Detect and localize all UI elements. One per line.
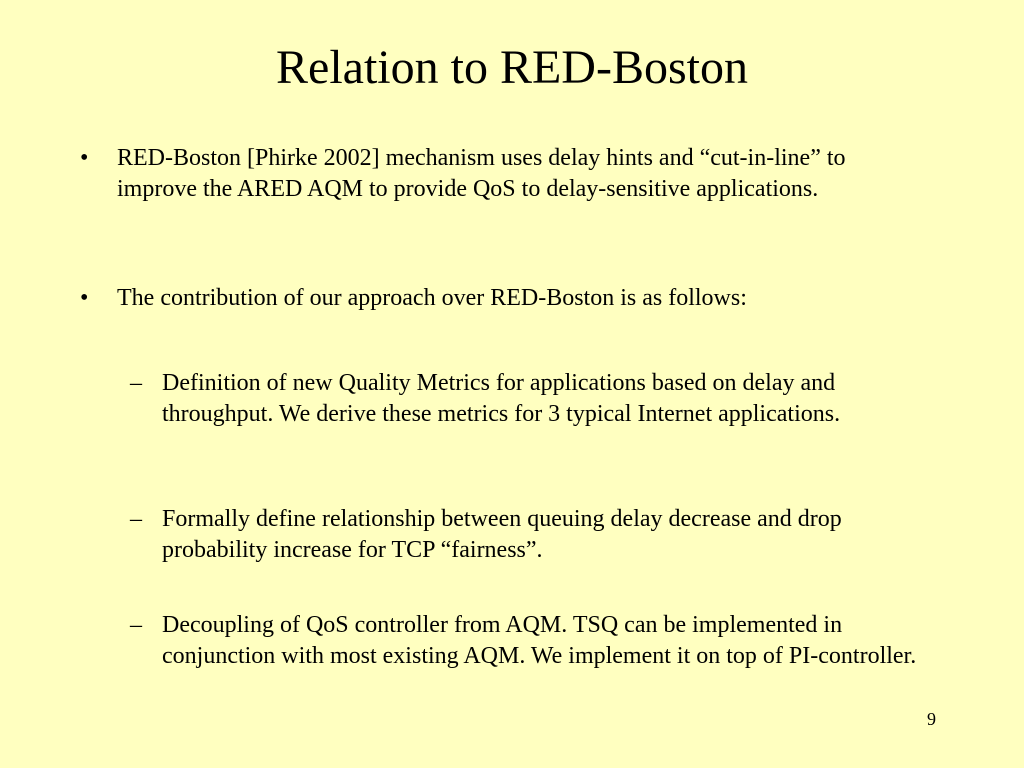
bullet-marker: • bbox=[80, 145, 89, 171]
page-number: 9 bbox=[927, 709, 936, 729]
sub-bullet-item bbox=[130, 610, 920, 672]
sub-bullet-text: Formally define relationship between queuing delay decrease and drop probability increase for TCP “fairness”. bbox=[162, 506, 842, 563]
sub-bullet-text: Definition of new Quality Metrics for applications based on delay and throughput. We derive these metrics for 3 typical Internet applications. bbox=[162, 370, 841, 427]
sub-bullet-item bbox=[130, 368, 920, 430]
bullet-text: RED-Boston [Phirke 2002] mechanism uses delay hints and “cut-in-line” to improve the ARED AQM to provide QoS to delay-sensitive applications. bbox=[117, 145, 846, 202]
bullet-marker: • bbox=[80, 285, 89, 311]
bullet-item bbox=[80, 283, 920, 314]
slide-title: Relation to RED-Boston bbox=[276, 41, 748, 94]
sub-bullet-item bbox=[130, 504, 920, 566]
sub-bullet-marker: – bbox=[130, 370, 142, 396]
bullet-text: The contribution of our approach over RED-Boston is as follows: bbox=[117, 285, 747, 311]
bullet-item bbox=[80, 143, 920, 205]
sub-bullet-marker: – bbox=[130, 612, 142, 638]
sub-bullet-marker: – bbox=[130, 506, 142, 532]
sub-bullet-text: Decoupling of QoS controller from AQM. TSQ can be implemented in conjunction with most existing AQM. We implement it on top of PI-controller. bbox=[162, 612, 917, 669]
